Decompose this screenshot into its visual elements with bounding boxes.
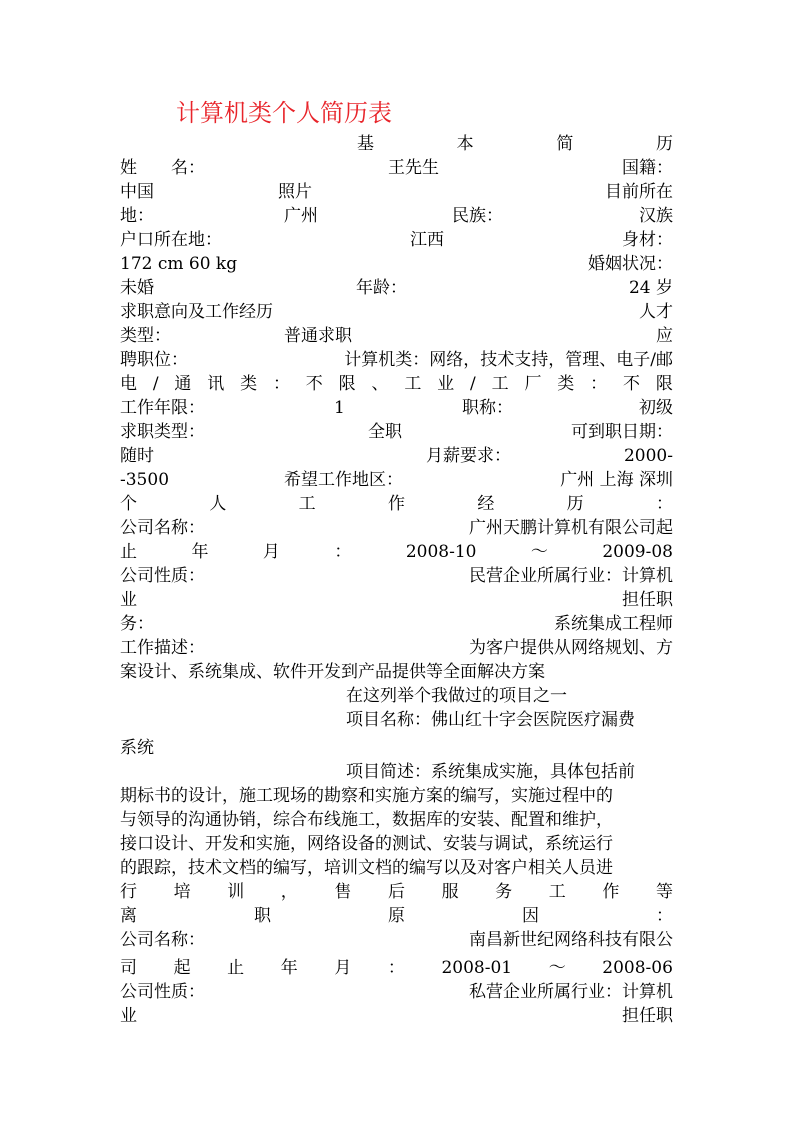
text-segment: 希望工作地区：	[284, 470, 403, 490]
text-segment: 工作描述：	[120, 638, 205, 658]
text-segment: 历	[566, 494, 584, 514]
text-line	[120, 784, 673, 808]
text-segment: 工作年限：	[120, 398, 205, 418]
text-segment: ：	[656, 906, 673, 926]
text-segment: 行	[120, 882, 137, 902]
text-segment: ：	[334, 542, 352, 562]
text-line	[120, 832, 673, 856]
text-segment: 为客户提供从网络规划、方	[469, 638, 673, 658]
text-segment: 类	[557, 374, 575, 394]
text-segment: 原	[388, 906, 405, 926]
text-segment: 聘职位：	[120, 350, 188, 370]
text-segment: 年	[191, 542, 209, 562]
text-segment: 因	[522, 906, 539, 926]
text-segment: 姓 名：	[120, 158, 205, 178]
text-segment: 业	[120, 590, 137, 610]
text-segment: 1	[334, 398, 345, 418]
text-segment: 可到职日期：	[571, 422, 673, 442]
text-segment: 2008-06	[602, 958, 673, 978]
text-segment: 公司性质：	[120, 982, 205, 1002]
text-segment: 未婚	[120, 278, 154, 298]
text-line	[120, 468, 673, 492]
text-line	[120, 540, 673, 564]
text-line	[120, 588, 673, 612]
text-segment: 广州天鹏计算机有限公司起	[469, 518, 673, 538]
text-segment: -3500	[120, 470, 170, 490]
text-line	[120, 660, 673, 684]
text-segment: ～	[530, 542, 548, 562]
text-segment: 业	[437, 374, 455, 394]
text-segment: /	[470, 374, 476, 394]
text-line	[120, 132, 673, 156]
text-segment: 电	[120, 374, 137, 394]
text-segment: 职称：	[462, 398, 513, 418]
text-line	[120, 956, 673, 980]
text-line	[120, 348, 673, 372]
text-segment: 作	[602, 882, 620, 902]
text-segment: 24 岁	[628, 278, 673, 298]
text-line	[120, 760, 673, 784]
text-segment: 不	[622, 374, 640, 394]
document-title: 计算机类个人简历表	[176, 99, 392, 127]
text-segment: 的跟踪，技术文档的编写，培训文档的编写以及对客户相关人员进	[120, 858, 613, 878]
text-segment: 2009-08	[602, 542, 673, 562]
text-segment: 公司名称：	[120, 518, 205, 538]
text-segment: 务	[495, 882, 513, 902]
text-segment: 务：	[120, 614, 154, 634]
text-line	[120, 372, 673, 396]
text-segment: 广州	[284, 206, 318, 226]
text-segment: 计算机类：网络，技术支持，管理、电子/邮	[344, 350, 673, 370]
text-segment: 作	[387, 494, 405, 514]
text-segment: 厂	[524, 374, 542, 394]
text-segment: 全职	[368, 422, 402, 442]
text-segment: 经	[477, 494, 495, 514]
text-segment: 南昌新世纪网络科技有限公	[469, 930, 673, 950]
text-segment: 汉族	[639, 206, 673, 226]
text-segment: 担任职	[622, 1006, 673, 1026]
text-segment: 系统集成工程师	[554, 614, 673, 634]
text-segment: 国籍：	[622, 158, 673, 178]
text-segment: 求职意向及工作经历	[120, 302, 273, 322]
text-segment: 目前所在	[605, 182, 673, 202]
text-segment: 起	[173, 958, 191, 978]
text-segment: ：	[272, 374, 290, 394]
text-segment: 限	[338, 374, 356, 394]
text-line	[120, 684, 673, 708]
text-segment: ，	[280, 882, 298, 902]
text-segment: 案设计、系统集成、软件开发到产品提供等全面解决方案	[120, 662, 545, 682]
text-line	[120, 708, 673, 732]
text-segment: 2000-	[623, 446, 673, 466]
text-segment: 民营企业所属行业：计算机	[469, 566, 673, 586]
text-segment: ～	[548, 958, 566, 978]
text-line	[120, 420, 673, 444]
text-segment: 项目简述：系统集成实施，具体包括前	[346, 762, 635, 782]
text-line	[120, 636, 673, 660]
text-segment: 个	[120, 494, 137, 514]
text-segment: 照片	[278, 182, 312, 202]
text-segment: 民族：	[452, 206, 503, 226]
text-segment: 身材：	[622, 230, 673, 250]
text-segment: 后	[387, 882, 405, 902]
text-segment: 离	[120, 906, 137, 926]
text-segment: 司	[120, 958, 137, 978]
text-segment: 随时	[120, 446, 154, 466]
text-line	[120, 516, 673, 540]
text-segment: 系统	[120, 738, 154, 758]
text-segment: 工	[404, 374, 422, 394]
text-segment: 担任职	[622, 590, 673, 610]
text-segment: 、	[371, 374, 389, 394]
text-segment: 人	[209, 494, 227, 514]
text-segment: 工	[491, 374, 509, 394]
text-segment: 止	[120, 542, 137, 562]
text-segment: 工	[548, 882, 566, 902]
text-segment: 工	[298, 494, 316, 514]
text-line	[120, 492, 673, 516]
text-segment: 服	[441, 882, 459, 902]
text-segment: 限	[655, 374, 673, 394]
text-segment: 通	[174, 374, 192, 394]
text-line	[120, 156, 673, 180]
text-segment: 年龄：	[356, 278, 407, 298]
text-segment: 基	[357, 134, 374, 154]
text-segment: 接口设计、开发和实施，网络设备的测试、安装与调试，系统运行	[120, 834, 613, 854]
text-line	[120, 396, 673, 420]
text-line	[120, 808, 673, 832]
text-line	[120, 252, 673, 276]
text-segment: 类型：	[120, 326, 171, 346]
text-segment: 求职类型：	[120, 422, 205, 442]
text-line	[120, 980, 673, 1004]
text-segment: 月薪要求：	[426, 446, 511, 466]
text-segment: /	[152, 374, 159, 394]
text-segment: 止	[227, 958, 245, 978]
text-segment: 中国	[120, 182, 154, 202]
text-line	[120, 180, 673, 204]
text-segment: 2008-01	[441, 958, 513, 978]
text-segment: 培	[173, 882, 191, 902]
text-segment: 初级	[639, 398, 673, 418]
text-segment: 公司性质：	[120, 566, 205, 586]
text-line	[120, 204, 673, 228]
text-segment: 172 cm 60 kg	[120, 254, 238, 274]
text-segment: 与领导的沟通协销，综合布线施工，数据库的安装、配置和维护，	[120, 810, 613, 830]
text-line	[120, 564, 673, 588]
text-segment: 年	[280, 958, 298, 978]
text-segment: 售	[334, 882, 352, 902]
text-segment: 训	[227, 882, 245, 902]
text-segment: 私营企业所属行业：计算机	[469, 982, 673, 1002]
text-line	[120, 612, 673, 636]
text-segment: 类	[240, 374, 258, 394]
text-line	[120, 904, 673, 928]
text-segment: 应	[656, 326, 673, 346]
text-segment: 人才	[639, 302, 673, 322]
text-line	[120, 228, 673, 252]
text-line	[120, 928, 673, 952]
text-segment: 等	[655, 882, 673, 902]
text-segment: 婚姻状况：	[588, 254, 673, 274]
text-segment: 户口所在地：	[120, 230, 222, 250]
text-segment: 公司名称：	[120, 930, 205, 950]
text-line	[120, 880, 673, 904]
text-segment: 项目名称：佛山红十字会医院医疗漏费	[346, 710, 635, 730]
text-segment: 在这列举个我做过的项目之一	[346, 686, 567, 706]
text-segment: 不	[305, 374, 323, 394]
text-line	[120, 276, 673, 300]
text-line	[120, 736, 673, 760]
text-segment: 地：	[120, 206, 154, 226]
text-segment: 江西	[410, 230, 444, 250]
text-segment: 历	[655, 134, 673, 154]
text-segment: 普通求职	[284, 326, 352, 346]
text-segment: 业	[120, 1006, 137, 1026]
text-segment: 本	[456, 134, 474, 154]
text-segment: ：	[590, 374, 608, 394]
text-segment: 广州 上海 深圳	[560, 470, 673, 490]
text-segment: 月	[334, 958, 352, 978]
text-line	[120, 856, 673, 880]
text-segment: 讯	[207, 374, 225, 394]
text-line	[120, 324, 673, 348]
text-segment: 期标书的设计，施工现场的勘察和实施方案的编写，实施过程中的	[120, 786, 613, 806]
text-line	[120, 300, 673, 324]
text-segment: 职	[254, 906, 271, 926]
text-segment: 2008-10	[405, 542, 477, 562]
text-segment: ：	[387, 958, 405, 978]
text-segment: 简	[556, 134, 574, 154]
text-segment: ：	[655, 494, 673, 514]
text-line	[120, 1004, 673, 1028]
text-segment: 月	[262, 542, 280, 562]
text-line	[120, 444, 673, 468]
text-segment: 王先生	[388, 158, 439, 178]
